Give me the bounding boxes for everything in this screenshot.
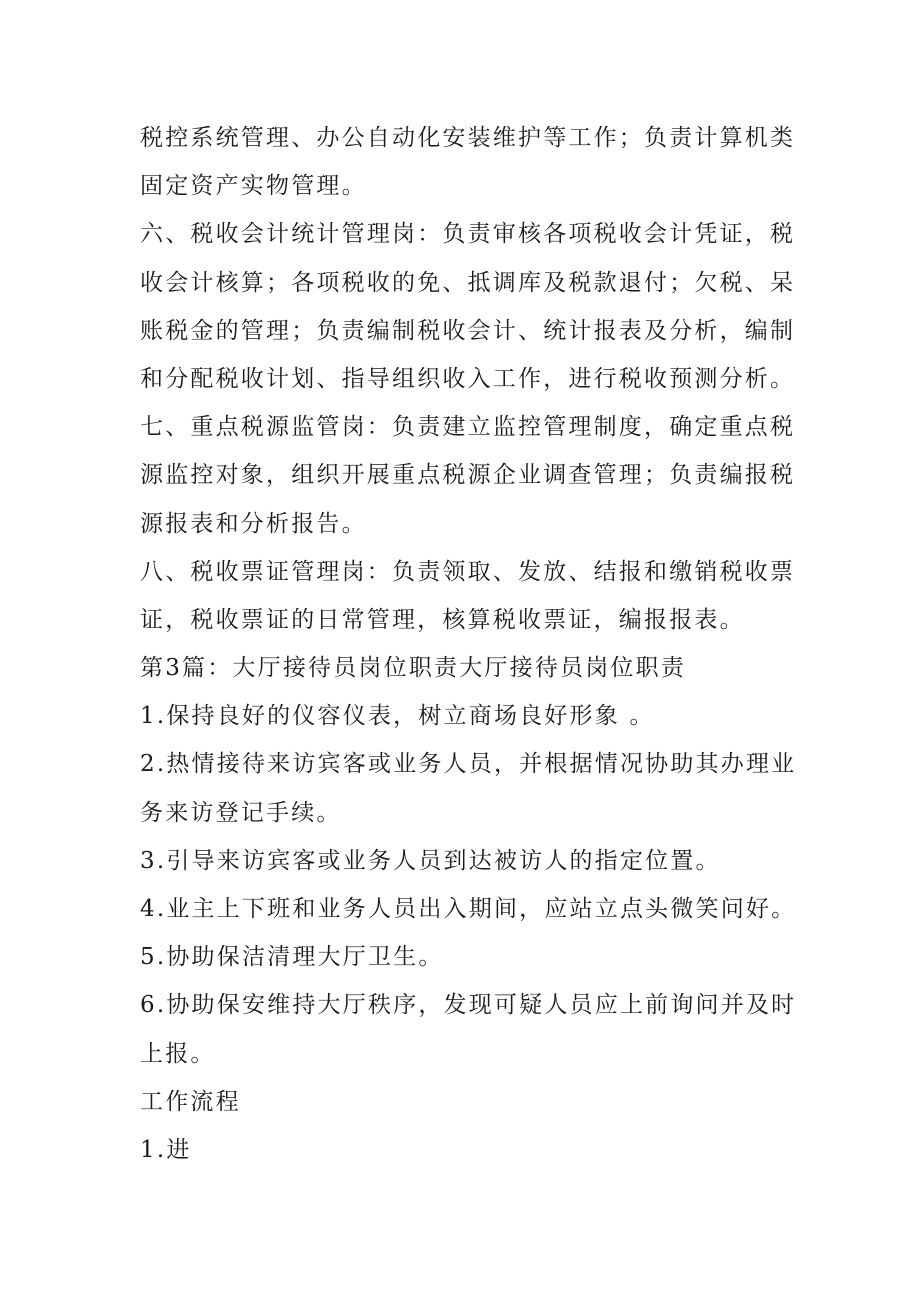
- list-item: 6.协助保安维持大厅秩序，发现可疑人员应上前询问并及时: [140, 992, 797, 1019]
- section-heading: 第3篇：大厅接待员岗位职责大厅接待员岗位职责: [140, 655, 687, 682]
- list-item: 1.进: [140, 1136, 192, 1163]
- list-item: 2.热情接待来访宾客或业务人员，并根据情况协助其办理业: [140, 751, 797, 778]
- document-body: [140, 114, 800, 1174]
- text-line: 六、税收会计统计管理岗：负责审核各项税收会计凭证，税: [140, 221, 796, 248]
- text-line: 务来访登记手续。: [140, 799, 342, 826]
- list-item: 5.协助保洁清理大厅卫生。: [140, 944, 444, 971]
- text-line: 税控系统管理、办公自动化安装维护等工作；负责计算机类: [140, 125, 796, 151]
- list-item: 4.业主上下班和业务人员出入期间，应站立点头微笑问好。: [140, 896, 797, 922]
- list-item: 3.引导来访宾客或业务人员到达被访人的指定位置。: [140, 847, 721, 874]
- text-line: 源报表和分析报告。: [140, 510, 367, 537]
- text-line: 固定资产实物管理。: [140, 173, 367, 200]
- text-line: 收会计核算；各项税收的免、抵调库及税款退付；欠税、呆: [140, 269, 796, 296]
- text-line: 源监控对象，组织开展重点税源企业调查管理；负责编报税: [140, 462, 796, 489]
- text-line: 七、重点税源监管岗：负责建立监控管理制度，确定重点税: [140, 414, 796, 441]
- text-line: 证，税收票证的日常管理，核算税收票证，编报报表。: [140, 606, 745, 633]
- text-line: 八、税收票证管理岗：负责领取、发放、结报和缴销税收票: [140, 558, 796, 585]
- text-line: 账税金的管理；负责编制税收会计、统计报表及分析，编制: [140, 317, 796, 344]
- list-item: 1.保持良好的仪容仪表，树立商场良好形象 。: [140, 703, 655, 730]
- text-line: 和分配税收计划、指导组织收入工作，进行税收预测分析。: [140, 365, 796, 392]
- text-line: 上报。: [140, 1040, 216, 1067]
- subsection-heading: 工作流程: [140, 1088, 241, 1115]
